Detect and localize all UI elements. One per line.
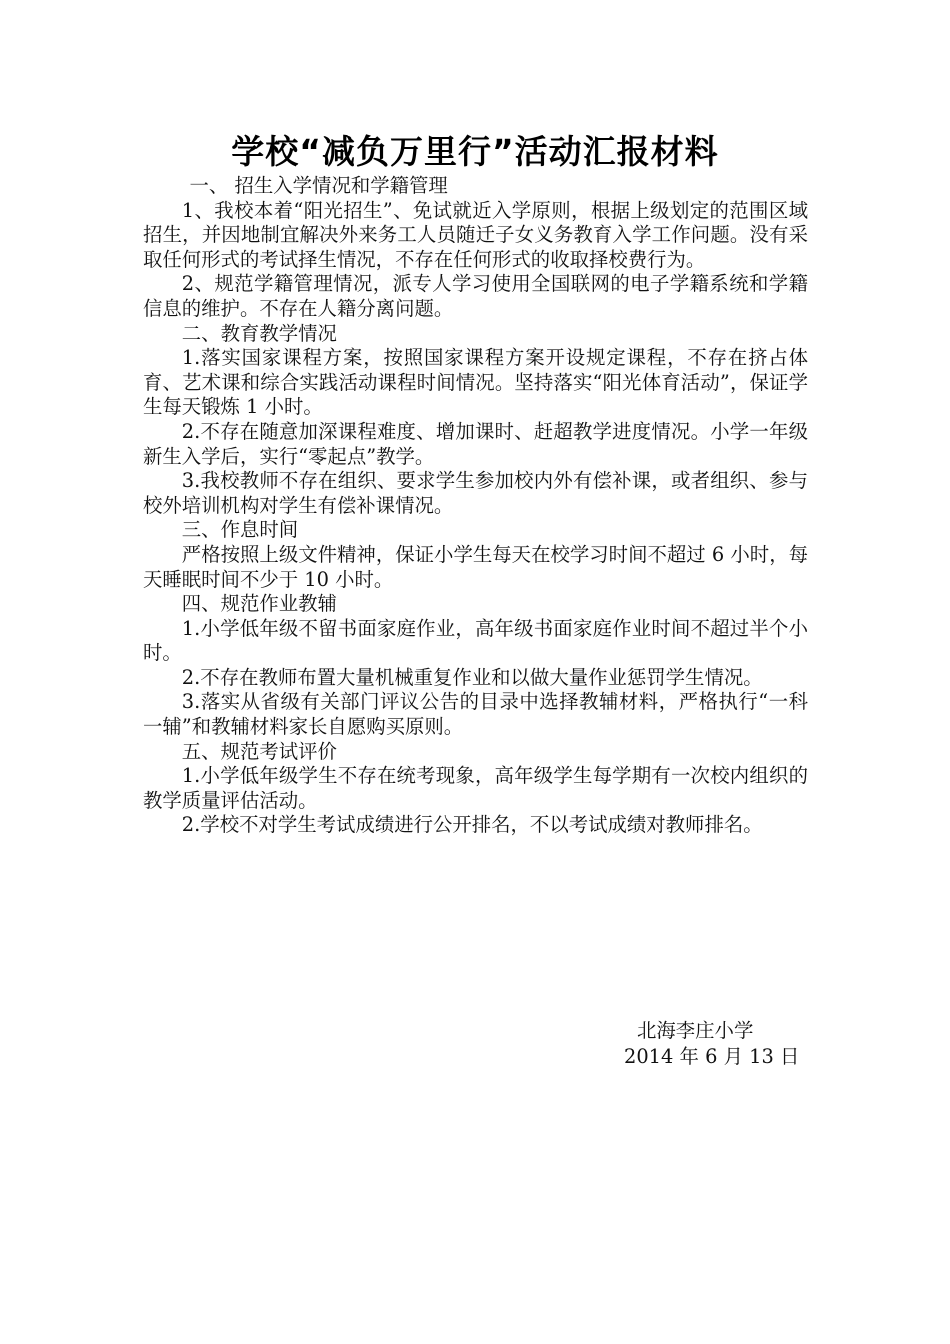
paragraph: 1.落实国家课程方案，按照国家课程方案开设规定课程，不存在挤占体育、艺术课和综合实践活动课程时间情况。坚持落实“阳光体育活动”，保证学生每天锻炼 1 小时。: [143, 346, 808, 419]
section-heading-4: 四、规范作业教辅: [181, 592, 337, 616]
paragraph: 2.学校不对学生考试成绩进行公开排名，不以考试成绩对教师排名。: [181, 813, 763, 837]
document-body: [143, 174, 808, 838]
paragraph: 1.小学低年级学生不存在统考现象，高年级学生每学期有一次校内组织的教学质量评估活动。: [143, 764, 808, 812]
signature-block: [560, 1018, 860, 1070]
paragraph: 1、我校本着“阳光招生”、免试就近入学原则，根据上级划定的范围区域招生，并因地制宜解决外来务工人员随迁子女义务教育入学工作问题。没有采取任何形式的考试择生情况，不存在任何形式的收取择校费行为。: [143, 198, 808, 271]
paragraph: 严格按照上级文件精神，保证小学生每天在校学习时间不超过 6 小时，每天睡眠时间不少于 10 小时。: [143, 542, 808, 591]
paragraph: 2、规范学籍管理情况，派专人学习使用全国联网的电子学籍系统和学籍信息的维护。不存在人籍分离问题。: [143, 272, 808, 320]
section-heading-1: 一、 招生入学情况和学籍管理: [189, 174, 448, 197]
school-name: 北海李庄小学: [637, 1019, 754, 1042]
signature-date: 2014 年 6 月 13 日: [624, 1045, 800, 1068]
paragraph: 3.我校教师不存在组织、要求学生参加校内外有偿补课，或者组织、参与校外培训机构对学生有偿补课情况。: [143, 469, 808, 517]
section-heading-2: 二、教育教学情况: [181, 321, 337, 345]
section-heading-3: 三、作息时间: [181, 518, 299, 542]
paragraph: 2.不存在教师布置大量机械重复作业和以做大量作业惩罚学生情况。: [181, 665, 763, 689]
paragraph: 3.落实从省级有关部门评议公告的目录中选择教辅材料，严格执行“一科一辅”和教辅材料家长自愿购买原则。: [143, 690, 808, 739]
paragraph: 1.小学低年级不留书面家庭作业，高年级书面家庭作业时间不超过半个小时。: [143, 616, 808, 665]
section-heading-5: 五、规范考试评价: [181, 739, 337, 763]
document-title: 学校“减负万里行”活动汇报材料: [231, 132, 719, 171]
paragraph: 2.不存在随意加深课程难度、增加课时、赶超教学进度情况。小学一年级新生入学后，实行“零起点”教学。: [143, 419, 808, 468]
